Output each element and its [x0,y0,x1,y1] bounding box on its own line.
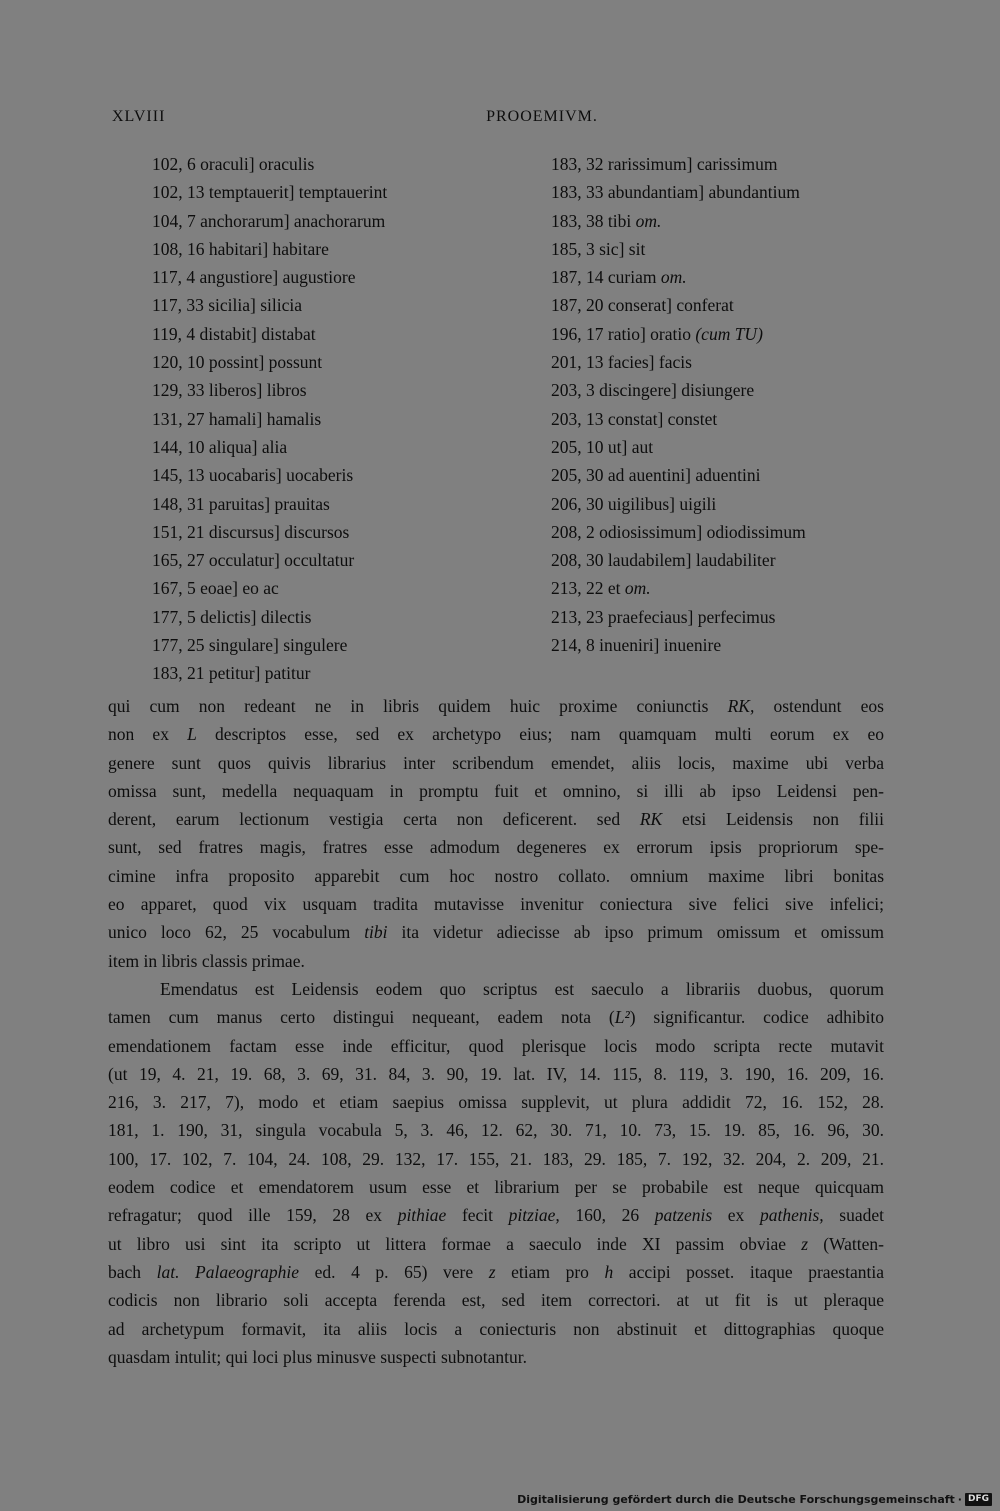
collation-entry: 151, 21 discursus] discursos [152,521,350,542]
collation-entry: 183, 38 tibi om. [551,210,662,231]
collation-entry: 144, 10 aliqua] alia [152,436,288,457]
text-line: derent, earum lectionum vestigia certa non deficerent. sed RK etsi Leidensis non filii [108,809,884,830]
collation-entry: 213, 23 praefeciaus] perfecimus [551,606,776,627]
text-line: codicis non librario soli accepta ferenda est, sed item correctori. at ut fit is ut pleraque [108,1290,884,1311]
text-line: sunt, sed fratres magis, fratres esse admodum degeneres ex errorum ipsis propriorum spe- [108,837,884,858]
collation-entry: 205, 30 ad auentini] aduentini [551,465,761,486]
collation-entry: 129, 33 liberos] libros [152,380,307,401]
text-line: 100, 17. 102, 7. 104, 24. 108, 29. 132, 17. 155, 21. 183, 29. 185, 7. 192, 32. 204, 2. 209, 21. [108,1148,884,1169]
collation-entry: 213, 22 et om. [551,578,651,599]
dfg-logo: DFG [965,1493,992,1506]
text-line: refragatur; quod ille 159, 28 ex pithiae fecit pitziae, 160, 26 patzenis ex pathenis, suadet [108,1205,884,1226]
page-number: XLVIII [112,108,166,125]
paragraph-1 [108,692,884,975]
collation-entry: 203, 13 constat] constet [551,408,718,429]
collation-entry: 117, 4 angustiore] augustiore [152,267,356,288]
collation-entry: 187, 14 curiam om. [551,267,687,288]
collation-entry: 185, 3 sic] sit [551,238,646,259]
footer: Digitalisierung gefördert durch die Deutsche Forschungsgemeinschaft · DFG [517,1491,992,1507]
text-line: omissa sunt, medella nequaquam in promptu fuit et omnino, si illi ab ipso Leidensi pen- [108,780,884,801]
text-line: eo apparet, quod vix usquam tradita mutavisse invenitur coniectura sive felici sive infelici; [108,894,884,915]
collation-entry: 145, 13 uocabaris] uocaberis [152,465,354,486]
footer-text: Digitalisierung gefördert durch die Deutsche Forschungsgemeinschaft [517,1492,955,1506]
text-line: bach lat. Palaeographie ed. 4 p. 65) vere z etiam pro h accipi posset. itaque praestantia [108,1261,884,1282]
collation-entry: 177, 5 delictis] dilectis [152,606,312,627]
collation-entry: 120, 10 possint] possunt [152,352,323,373]
text-line: tamen cum manus certo distingui nequeant, eadem nota (L²) significantur. codice adhibito [108,1007,884,1028]
collation-entry: 183, 32 rarissimum] carissimum [551,154,778,174]
collation-entry: 187, 20 conserat] conferat [551,295,734,316]
collation-entry: 208, 30 laudabilem] laudabiliter [551,550,776,571]
text-line: ut libro usi sint ita scripto ut littera formae a saeculo inde XI passim obviae z (Watten- [108,1233,885,1254]
collation-entry: 205, 10 ut] aut [551,436,654,457]
collation-entry: 117, 33 sicilia] silicia [152,295,303,316]
page-header [112,104,890,132]
collation-entry: 177, 25 singulare] singulere [152,635,348,656]
text-line: eodem codice et emendatorem usum esse et librarium per se probabile est neque quicquam [108,1177,884,1198]
text-line: non ex L descriptos esse, sed ex archetypo eius; nam quamquam multi eorum ex eo [108,724,884,745]
text-line: genere sunt quos quivis librarius inter scribendum emendet, aliis locis, maxime ubi verba [108,752,884,773]
collation-entry: 131, 27 hamali] hamalis [152,408,322,429]
collation-entry: 108, 16 habitari] habitare [152,238,329,259]
collation-right-column [551,150,911,659]
text-line: Emendatus est Leidensis eodem quo scriptus est saeculo a librariis duobus, quorum [160,979,884,999]
paragraph-2 [108,975,884,1371]
text-line: unico loco 62, 25 vocabulum tibi ita videtur adiecisse ab ipso primum omissum et omissum [108,922,884,943]
text-line: emendationem factam esse inde efficitur, quod plerisque locis modo scripta recte mutavit [108,1035,884,1056]
collation-entry: 208, 2 odiosissimum] odiodissimum [551,521,806,542]
collation-entry: 183, 21 petitur] patitur [152,663,311,684]
collation-entry: 119, 4 distabit] distabat [152,323,316,344]
text-line: quasdam intulit; qui loci plus minusve suspecti subnotantur. [108,1346,528,1367]
text-line: (ut 19, 4. 21, 19. 68, 3. 69, 31. 84, 3. 90, 19. lat. IV, 14. 115, 8. 119, 3. 190, 16. 209, 16. [108,1063,884,1084]
collation-entry: 201, 13 facies] facis [551,352,692,373]
collation-entry: 148, 31 paruitas] prauitas [152,493,330,514]
text-line: cimine infra proposito apparebit cum hoc nostro collato. omnium maxime libri bonitas [108,865,884,886]
collation-entry: 214, 8 inueniri] inuenire [551,635,722,656]
collation-entry: 165, 27 occulatur] occultatur [152,550,355,571]
collation-entry: 206, 30 uigilibus] uigili [551,493,717,514]
collation-left-column [152,150,512,688]
text-line: ad archetypum formavit, ita aliis locis a coniecturis non abstinuit et dittographias quoque [108,1318,884,1339]
running-head: PROOEMIVM. [486,108,598,125]
collation-entry: 196, 17 ratio] oratio (cum TU) [551,323,763,344]
text-line: item in libris classis primae. [108,950,305,971]
text-line: qui cum non redeant ne in libris quidem huic proxime coniunctis RK, ostendunt eos [108,696,884,716]
collation-entry: 203, 3 discingere] disiungere [551,380,755,401]
collation-entry: 167, 5 eoae] eo ac [152,578,279,599]
collation-entry: 104, 7 anchorarum] anachorarum [152,210,386,231]
collation-entry: 102, 6 oraculi] oraculis [152,154,315,174]
text-line: 216, 3. 217, 7), modo et etiam saepius omissa supplevit, ut plura addidit 72, 16. 152, 28. [108,1092,884,1113]
collation-entry: 102, 13 temptauerit] temptauerint [152,182,388,203]
text-line: 181, 1. 190, 31, singula vocabula 5, 3. 46, 12. 62, 30. 71, 10. 73, 15. 19. 85, 16. 96, 30. [108,1120,884,1141]
collation-entry: 183, 33 abundantiam] abundantium [551,182,800,203]
